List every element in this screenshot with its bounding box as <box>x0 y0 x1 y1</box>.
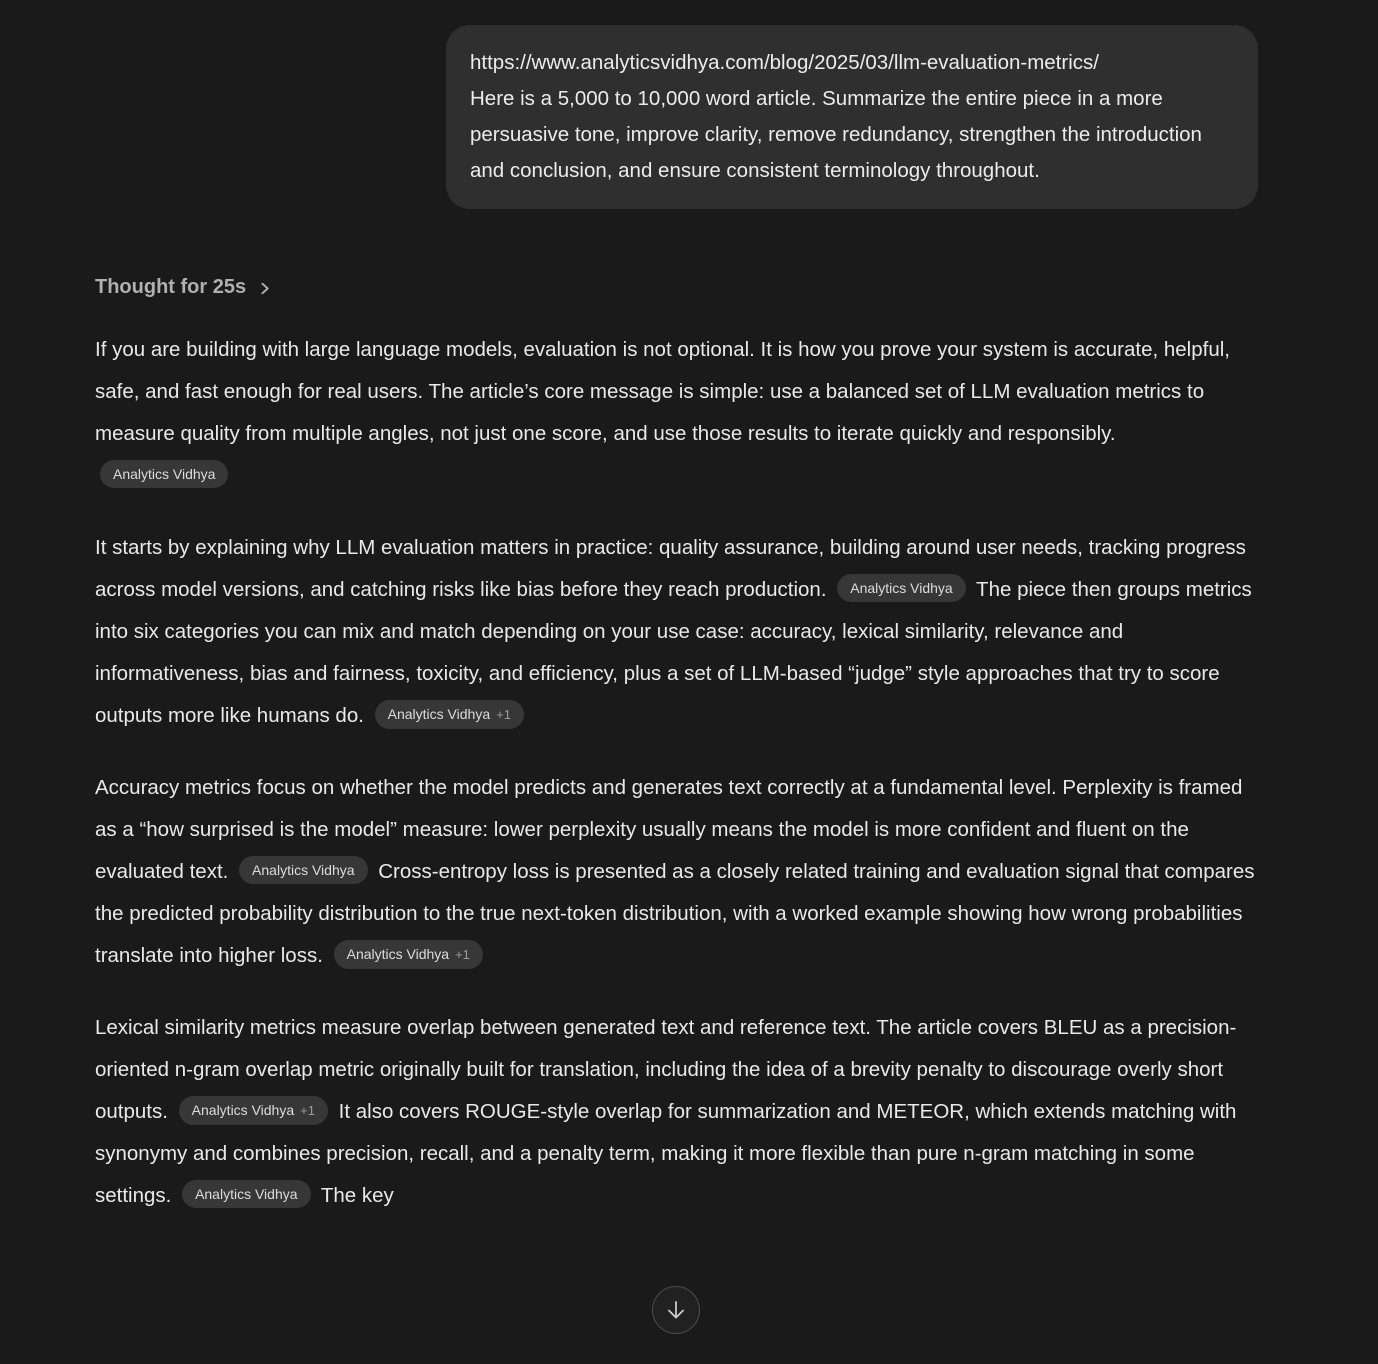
arrow-down-icon <box>663 1297 689 1323</box>
assistant-text: It also covers ROUGE-style overlap for summarization and METEOR, which extends matching with synonymy and combines precision, recall, and a penalty term, making it more flexible than pure n-gram matching in some settings. <box>95 1100 1237 1207</box>
citation-source-label: Analytics Vidhya <box>113 466 216 482</box>
citation-source-label: Analytics Vidhya <box>346 946 450 962</box>
citation-source-label: Analytics Vidhya <box>191 1102 295 1118</box>
citation-extra-count: +1 <box>455 947 470 962</box>
thought-duration-label: Thought for 25s <box>95 276 247 298</box>
citation-badge[interactable] <box>182 1180 310 1208</box>
assistant-paragraph <box>95 527 1258 737</box>
chevron-right-icon <box>256 278 273 297</box>
citation-badge[interactable] <box>837 574 965 602</box>
assistant-paragraph <box>95 767 1258 977</box>
assistant-paragraph <box>95 329 1258 497</box>
scroll-to-bottom-button[interactable] <box>652 1286 700 1334</box>
assistant-response <box>95 329 1258 1217</box>
assistant-text: The key <box>320 1184 394 1207</box>
assistant-text: Accuracy metrics focus on whether the model predicts and generates text correctly at a fundamental level. Perplexity is framed as a “how surprised is the model” measure: lower perplexity usually means the model is more confident and fluent on the evaluated text. <box>95 776 1243 883</box>
assistant-text: Cross-entropy loss is presented as a closely related training and evaluation signal that compares the predicted probability distribution to the true next-token distribution, with a worked example showing how wrong probabilities translate into higher loss. <box>95 860 1255 967</box>
citation-source-label: Analytics Vidhya <box>850 580 953 596</box>
citation-badge[interactable] <box>100 460 228 488</box>
assistant-text: Lexical similarity metrics measure overlap between generated text and reference text. The article covers BLEU as a precision-oriented n-gram overlap metric originally built for translation, including the idea of a brevity penalty to discourage overly short outputs. <box>95 1016 1237 1123</box>
citation-source-label: Analytics Vidhya <box>387 706 491 722</box>
citation-badge[interactable] <box>179 1096 328 1125</box>
assistant-text: The piece then groups metrics into six categories you can mix and match depending on your use case: accuracy, lexical similarity, relevance and informativeness, bias and fairness, toxicity, and efficiency, plus a set of LLM-based “judge” style approaches that try to score outputs more like humans do. <box>95 578 1252 727</box>
user-message-row <box>95 0 1258 209</box>
user-message-instruction: Here is a 5,000 to 10,000 word article. Summarize the entire piece in a more persuasive tone, improve clarity, remove redundancy, strengthen the introduction and conclusion, and ensure consistent terminology throughout. <box>470 87 1202 182</box>
conversation-column <box>95 0 1258 1217</box>
citation-source-label: Analytics Vidhya <box>195 1186 298 1202</box>
citation-extra-count: +1 <box>496 707 511 722</box>
citation-badge[interactable] <box>375 700 524 729</box>
assistant-text: It starts by explaining why LLM evaluation matters in practice: quality assurance, building around user needs, tracking progress across model versions, and catching risks like bias before they reach production. <box>95 536 1246 601</box>
citation-badge[interactable] <box>334 940 483 969</box>
user-message-bubble[interactable] <box>446 25 1258 209</box>
thought-duration-toggle[interactable] <box>95 273 273 301</box>
citation-source-label: Analytics Vidhya <box>252 862 355 878</box>
citation-badge[interactable] <box>239 856 367 884</box>
assistant-text: If you are building with large language models, evaluation is not optional. It is how you prove your system is accurate, helpful, safe, and fast enough for real users. The article’s core message is simple: use a balanced set of LLM evaluation metrics to measure quality from multiple angles, not just one score, and use those results to iterate quickly and responsibly. <box>95 338 1230 445</box>
citation-extra-count: +1 <box>300 1103 315 1118</box>
user-message-url: https://www.analyticsvidhya.com/blog/2025/03/llm-evaluation-metrics/ <box>470 51 1099 74</box>
assistant-paragraph <box>95 1007 1258 1217</box>
